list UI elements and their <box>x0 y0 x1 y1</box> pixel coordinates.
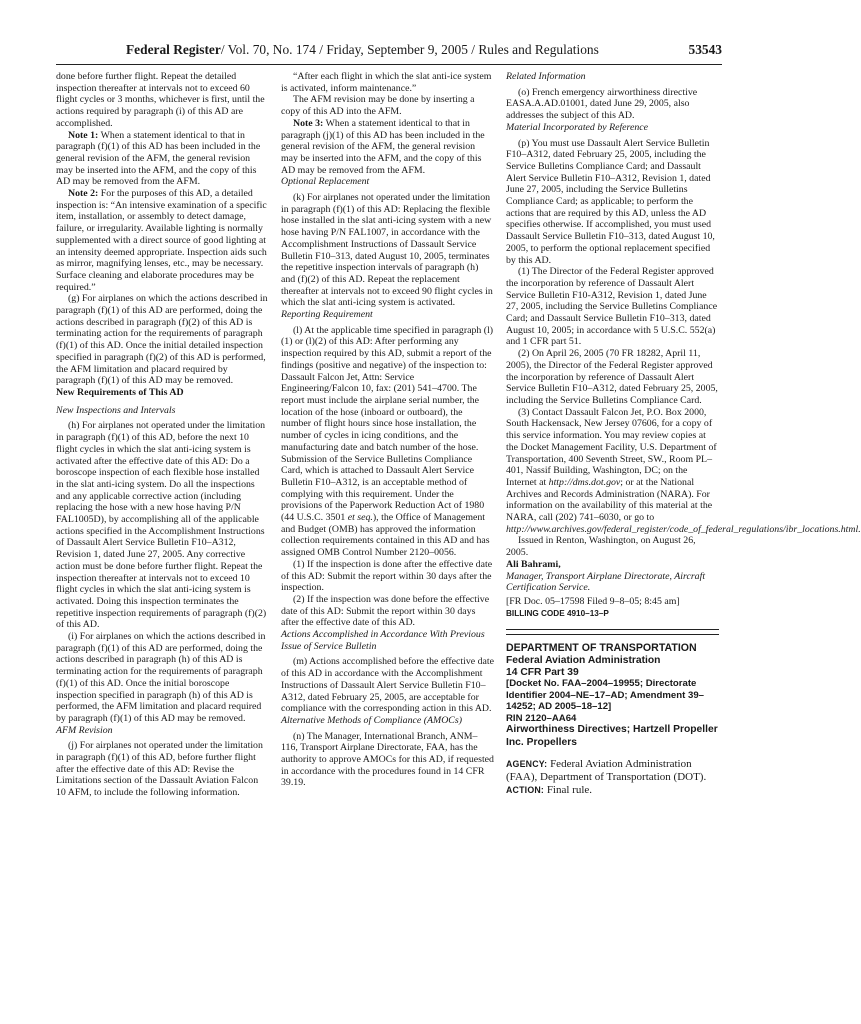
subsection-heading: Related Information <box>506 71 586 82</box>
paragraph-l <box>281 325 494 559</box>
paragraph-p3 <box>506 406 861 536</box>
note-2 <box>56 188 269 293</box>
department-heading: DEPARTMENT OF TRANSPORTATION <box>506 642 697 655</box>
agency-line <box>506 758 719 784</box>
paragraph-j: (j) For airplanes not operated under the limitation in paragraph (f)(1) of this AD, before further flight after the effective date of this AD: Revise the Limitations section of the Dassault Aviation Falcon 10 AFM, to include the following information. <box>56 740 263 799</box>
paragraph-p1: (1) The Director of the Federal Register approved the incorporation by reference of Dassault Alert Service Bulletin F10-A312, Revision 1, dated June 27, 2005, including the Service Bulletins Compliance Card; and Dassault Service Bulletin F10–313, dated August 10, 2005; in accordance with 5 U.S.C. 552(a) and 1 CFR part 51. <box>506 266 718 348</box>
paragraph: done before further flight. Repeat the detailed inspection thereafter at intervals not to exceed 60 flight cycles or 3 months, whichever is first, until the actions required by paragraph (i) of this AD are accomplished. <box>56 71 265 129</box>
paragraph-i: (i) For airplanes on which the actions described in paragraph (f)(1) of this AD are performed, doing the actions described in paragraph (h) of this AD is terminating action for the requirements of paragraph (f)(1) of this AD. Once the initial boroscope inspection specified in paragraph (h) of this AD is performed, the AFM limitation and placard required by paragraph (f)(1) of this AD may be removed. <box>56 631 266 724</box>
archives-link[interactable]: http://www.archives.gov/federal_register/code_of_federal_regulations/ibr_locations.html. <box>506 523 861 535</box>
paragraph: The AFM revision may be done by inserting a copy of this AD into the AFM. <box>281 94 475 118</box>
text-run: (l) At the applicable time specified in paragraph (l)(1) or (l)(2) of this AD: After performing any inspection required by this AD, submit a report of the findings (positive and negative) of the inspection to: Dassault Falcon Jet, Attn: Service Engineering/Falcon 10, fax: (201) 541–4700. The report must include the airplane serial number, the location of the hose (inboard or outboard), the number of flight hours since hose installation, the number of cycles in icing conditions, and the manufacturing date and batch number of the hose. Submission of the Service Bulletins Compliance Card, which is attached to Dassault Alert Service Bulletin F10–A312, is an acceptable method of complying with this requirement. Under the provisions of the Paperwork Reduction Act of 1980 (44 U.S.C. 3501 <box>281 324 494 524</box>
text-run: ; or at the National Archives and Records Administration (NARA). For information on the availability of this material at the NARA, call (202) 741–6030, or go to <box>506 476 713 524</box>
paragraph-m: (m) Actions accomplished before the effective date of this AD in accordance with the Accomplishment Instructions of Dassault Alert Service Bulletin F10–A312, dated February 25, 2005, are acceptable for compliance with the corresponding action in this AD. <box>281 656 494 715</box>
note-text: When a statement identical to that in paragraph (j)(1) of this AD has been included in the general revision of the AFM, the general revision may be inserted into the AFM, and the copy of this AD may be removed from the AFM. <box>281 117 485 176</box>
header-rule <box>56 64 722 65</box>
fr-doc-line: [FR Doc. 05–17598 Filed 9–8–05; 8:45 am] <box>506 595 680 607</box>
subsection-heading: Material Incorporated by Reference <box>506 121 649 133</box>
journal-name: Federal Register <box>126 42 221 57</box>
paragraph-l2: (2) If the inspection was done before the effective date of this AD: Submit the report within 30 days after the effective date of this AD. <box>281 593 490 629</box>
note-1 <box>56 130 269 189</box>
column-3 <box>506 71 861 799</box>
divider <box>506 634 719 635</box>
action-label: ACTION: <box>506 784 545 795</box>
section-heading: New Requirements of This AD <box>56 386 184 398</box>
note-label: Note 1: <box>68 129 99 141</box>
dms-link[interactable]: http://dms.dot.gov <box>548 476 621 488</box>
page-number: 53543 <box>688 42 722 57</box>
agency-text: Federal Aviation Administration (FAA), Department of Transportation (DOT). <box>506 757 707 783</box>
column-1 <box>56 71 269 799</box>
agency-heading: Federal Aviation Administration <box>506 655 661 667</box>
issued-line: Issued in Renton, Washington, on August 26, 2005. <box>506 535 696 559</box>
running-head <box>126 42 599 58</box>
paragraph-n: (n) The Manager, International Branch, ANM–116, Transport Airplane Directorate, FAA, has the authority to approve AMOCs for this AD, if requested in accordance with the procedures found in 14 CFR 39.19. <box>281 730 494 789</box>
subsection-heading: Reporting Requirement <box>281 309 373 321</box>
note-text: When a statement identical to that in paragraph (f)(1) of this AD has been included in the general revision of the AFM, the general revision may be inserted into the AFM, and the copy of this AD may be removed from the AFM. <box>56 129 261 188</box>
text-run: ), the Office of Management and Budget (OMB) has approved the information collection requirements contained in this AD and has assigned OMB Control Number 2120–0056. <box>281 512 490 559</box>
issue-info: / Vol. 70, No. 174 / Friday, September 9, 2005 / Rules and Regulations <box>220 42 599 57</box>
paragraph-h: (h) For airplanes not operated under the limitation in paragraph (f)(1) of this AD, before the next 10 flight cycles in which the slat anti-icing system is activated after the effective date of this AD: Do a boroscope inspection of each flexible hose installed in the slat anti-icing system. Do all the inspections and any applicable corrective action (including replacing the hose with a new hose having P/N FAL1005D), by accomplishing all of the applicable actions specified in the Accomplishment Instructions of Dassault Alert Service Bulletin F10–A312, Revision 1, dated June 27, 2005. Any corrective action must be done before further flight. Repeat the inspection thereafter at intervals not to exceed 10 flight cycles in which the slat anti-icing system is activated. Doing this inspection terminates the repetitive inspection requirements of paragraph (f)(2) of this AD. <box>56 420 267 631</box>
subsection-heading: Alternative Methods of Compliance (AMOCs) <box>281 714 462 726</box>
subsection-heading: AFM Revision <box>56 724 113 736</box>
text-run: (3) Contact Dassault Falcon Jet, P.O. Box 2000, South Hackensack, New Jersey 07606, for a copy of this service information. You may review copies at the Docket Management Facility, U.S. Department of Transportation, 400 Seventh Street, SW., Room PL–401, Nassif Building, Washington, DC; on the Internet at <box>506 406 717 488</box>
rule-title: Airworthiness Directives; Hartzell Propeller Inc. Propellers <box>506 724 718 749</box>
agency-label: AGENCY: <box>506 758 548 769</box>
paragraph-l1: (1) If the inspection is done after the effective date of this AD: Submit the report within 30 days after the inspection. <box>281 558 493 594</box>
page-header <box>56 34 722 64</box>
note-label: Note 3: <box>293 117 324 129</box>
divider <box>506 629 719 630</box>
docket-line: [Docket No. FAA–2004–19955; Directorate Identifier 2004–NE–17–AD; Amendment 39–14252; AD 2005–18–12] <box>506 678 704 713</box>
note-label: Note 2: <box>68 188 99 200</box>
text-run-italic: et seq. <box>347 512 373 524</box>
action-text: Final rule. <box>544 783 593 796</box>
paragraph-o: (o) French emergency airworthiness directive EASA.A.AD.01001, dated June 29, 2005, also addresses the subject of this AD. <box>506 86 698 122</box>
note-3 <box>281 118 494 177</box>
subsection-heading: Actions Accomplished in Accordance With Previous Issue of Service Bulletin <box>281 629 485 652</box>
paragraph-k: (k) For airplanes not operated under the limitation in paragraph (f)(1) of this AD: Replacing the flexible hose installed in the slat anti-icing system with a new hose having P/N FAL1007, in accordance with the Accomplishment Instructions of Dassault Service Bulletin F10–313, dated August 10, 2005, terminates the repetitive inspection intervals of paragraph (h) and (f)(2) of this AD. Repeat the replacement thereafter at intervals not to exceed 90 flight cycles in which the slat anti-icing system is activated. <box>281 192 493 309</box>
rin-line: RIN 2120–AA64 <box>506 712 577 724</box>
signer-name: Ali Bahrami, <box>506 558 561 570</box>
columns <box>56 71 861 799</box>
cfr-part: 14 CFR Part 39 <box>506 666 579 678</box>
billing-code: BILLING CODE 4910–13–P <box>506 608 609 618</box>
paragraph-g: (g) For airplanes on which the actions described in paragraph (f)(1) of this AD are performed, doing the actions described in paragraph (f)(2) of this AD is terminating action for the requirements of paragraph (f)(1) of this AD. Once the initial detailed inspection specified in paragraph (f)(2) of this AD is performed, the AFM limitation and placard required by paragraph (f)(1) of this AD may be removed. <box>56 293 268 387</box>
signer-title: Manager, Transport Airplane Directorate, Aircraft Certification Service. <box>506 570 706 594</box>
afm-quote: “After each flight in which the slat anti-ice system is activated, inform maintenance.” <box>281 71 492 94</box>
subsection-heading: Optional Replacement <box>281 176 370 188</box>
action-line <box>506 784 719 797</box>
paragraph-p2: (2) On April 26, 2005 (70 FR 18282, April 11, 2005), the Director of the Federal Register approved the incorporation by reference of Dassault Alert Service Bulletin F10–A312, dated February 25, 2005, including the Service Bulletins Compliance Card. <box>506 348 718 406</box>
note-text: For the purposes of this AD, a detailed inspection is: “An intensive examination of a specific item, installation, or assembly to detect damage, failure, or irregularity. Available lighting is normally supplemented with a direct source of good lighting at an intensity deemed appropriate. Inspection aids such as mirror, magnifying lenses, etc., may be necessary. Surface cleaning and elaborate procedures may be required.” <box>56 188 267 293</box>
paragraph-p: (p) You must use Dassault Alert Service Bulletin F10–A312, dated February 25, 2005, including the Service Bulletins Compliance Card; and Dassault Alert Service Bulletin F10–A312, Revision 1, dated June 27, 2005, including the Service Bulletins Compliance Card; as applicable; to perform the actions that are required by this AD, unless the AD specifies otherwise. If accomplished, you must used Dassault Service Bulletin F10–313, dated August 10, 2005, to perform the optional replacement specified by this AD. <box>506 137 715 266</box>
column-2 <box>281 71 494 799</box>
subsection-heading: New Inspections and Intervals <box>56 404 176 416</box>
